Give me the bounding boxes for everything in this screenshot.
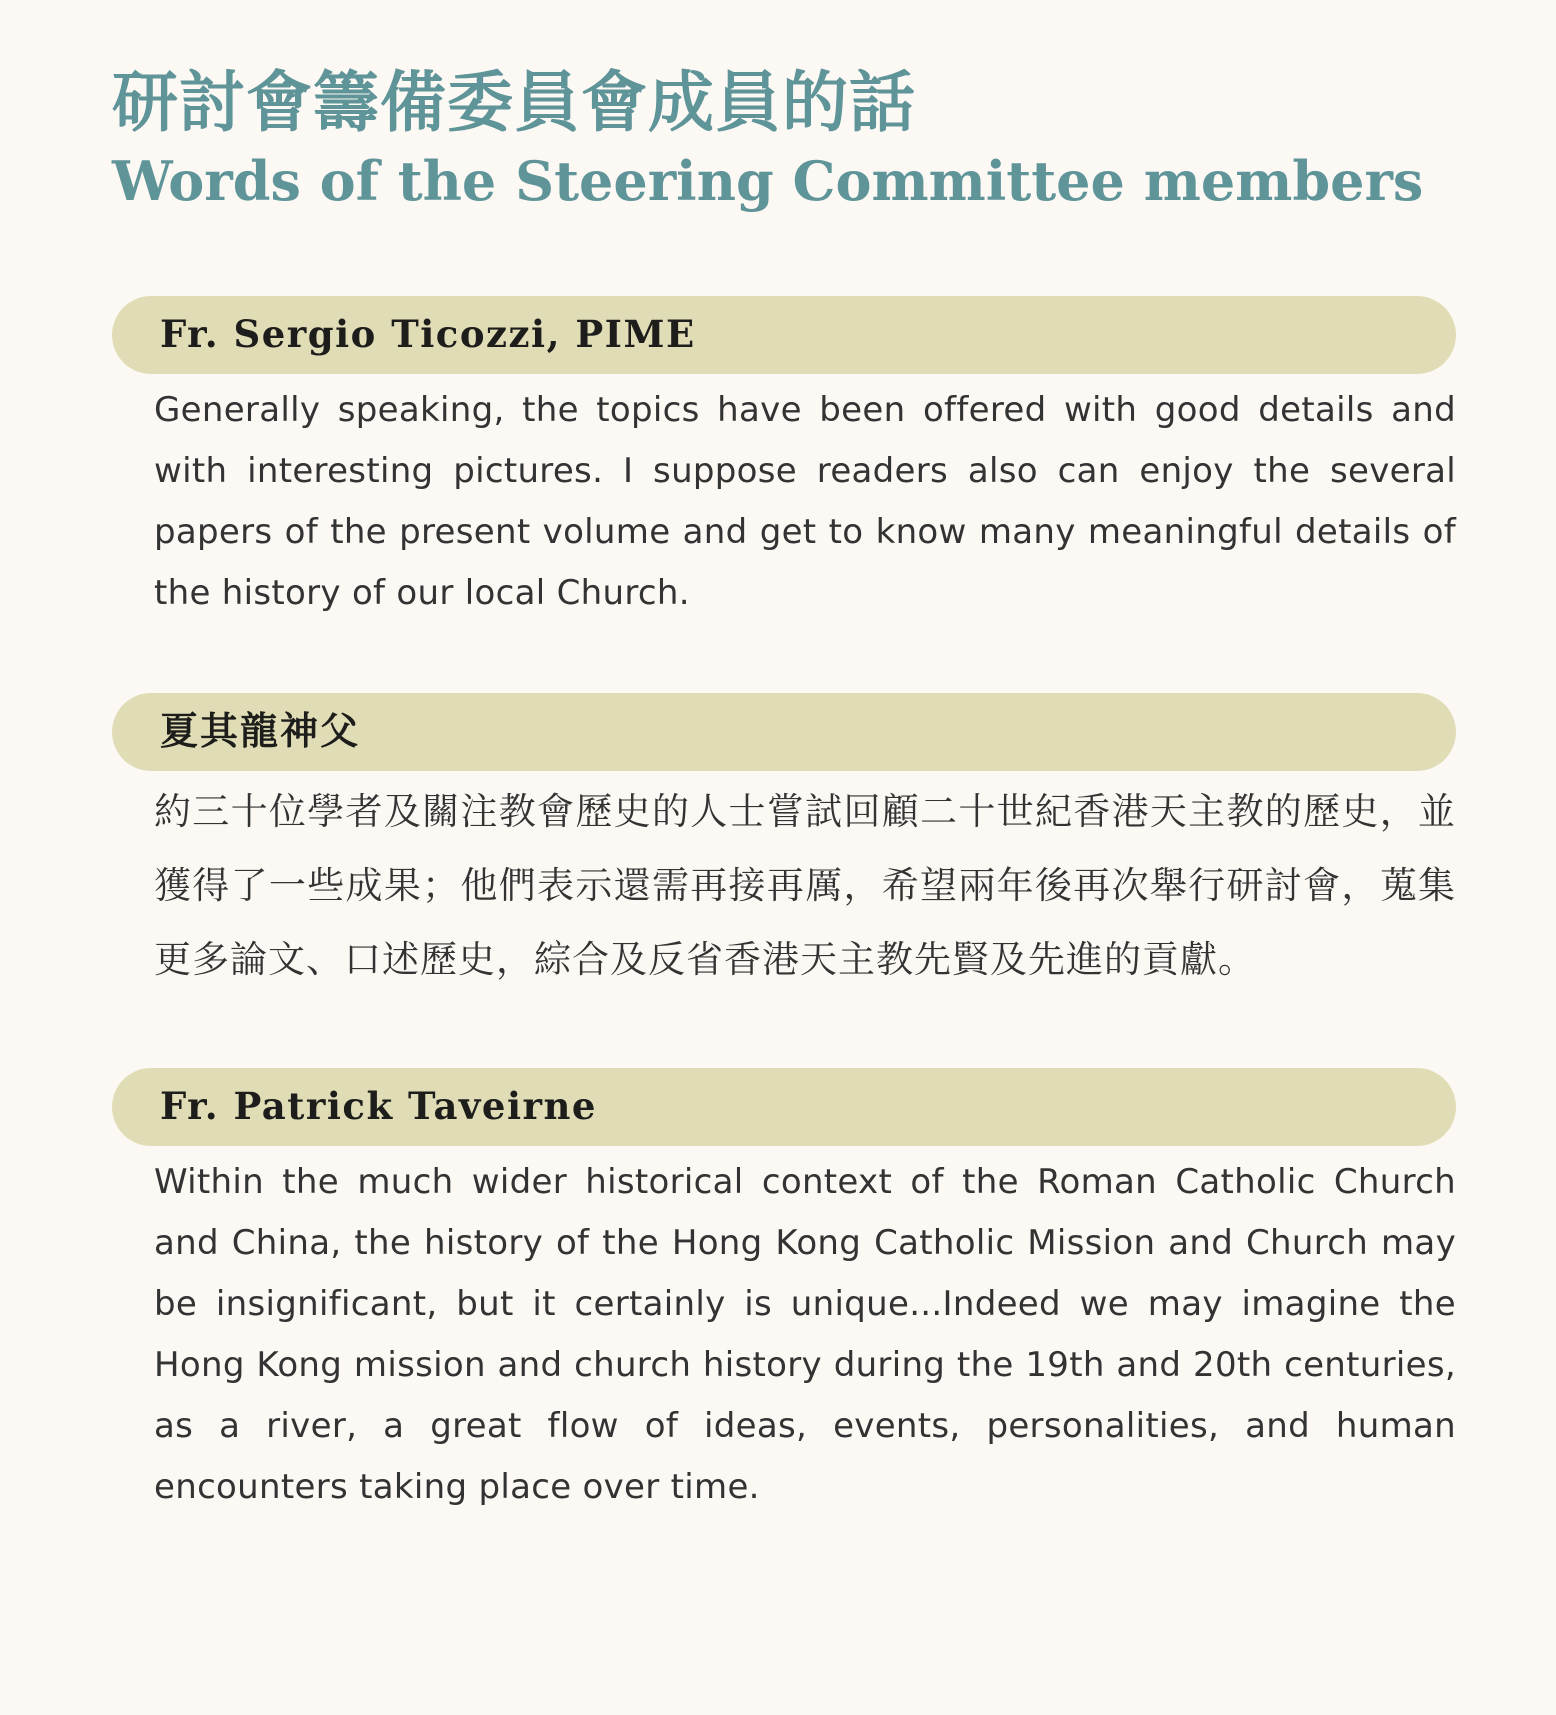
member-name-banner [112,693,1456,771]
member-statement: 約三十位學者及關注教會歷史的人士嘗試回顧二十世紀香港天主教的歷史，並獲得了一些成果；他們表示還需再接再厲，希望兩年後再次舉行研討會，蒐集更多論文、口述歷史，綜合及反省香港天主教先賢及先進的貢獻。 [154,790,1456,981]
member-name: Fr. Patrick Taveirne [160,1084,597,1128]
member-name: 夏其龍神父 [160,708,361,753]
member-section-ticozzi [112,296,1456,624]
page-title-chinese: 研討會籌備委員會成員的話 [112,63,916,141]
member-section-ha [112,693,1456,997]
member-statement: Generally speaking, the topics have been offered with good details and with interesting pictures. I suppose readers also can enjoy the several papers of the present volume and get to know many meaningful details of the history of our local Church. [154,390,1456,613]
member-name-banner [112,296,1456,374]
member-name-banner [112,1068,1456,1146]
page-title-english: Words of the Steering Committee members [112,149,1424,213]
member-statement: Within the much wider historical context of the Roman Catholic Church and China, the history of the Hong Kong Catholic Mission and Church may be insignificant, but it certainly is unique...Indeed we may imagine the Hong Kong mission and church history during the 19th and 20th centuries, as a river, a great flow of ideas, events, personalities, and human encounters taking place over time. [154,1162,1456,1507]
member-name: Fr. Sergio Ticozzi, PIME [160,312,696,356]
member-section-taveirne [112,1068,1456,1518]
